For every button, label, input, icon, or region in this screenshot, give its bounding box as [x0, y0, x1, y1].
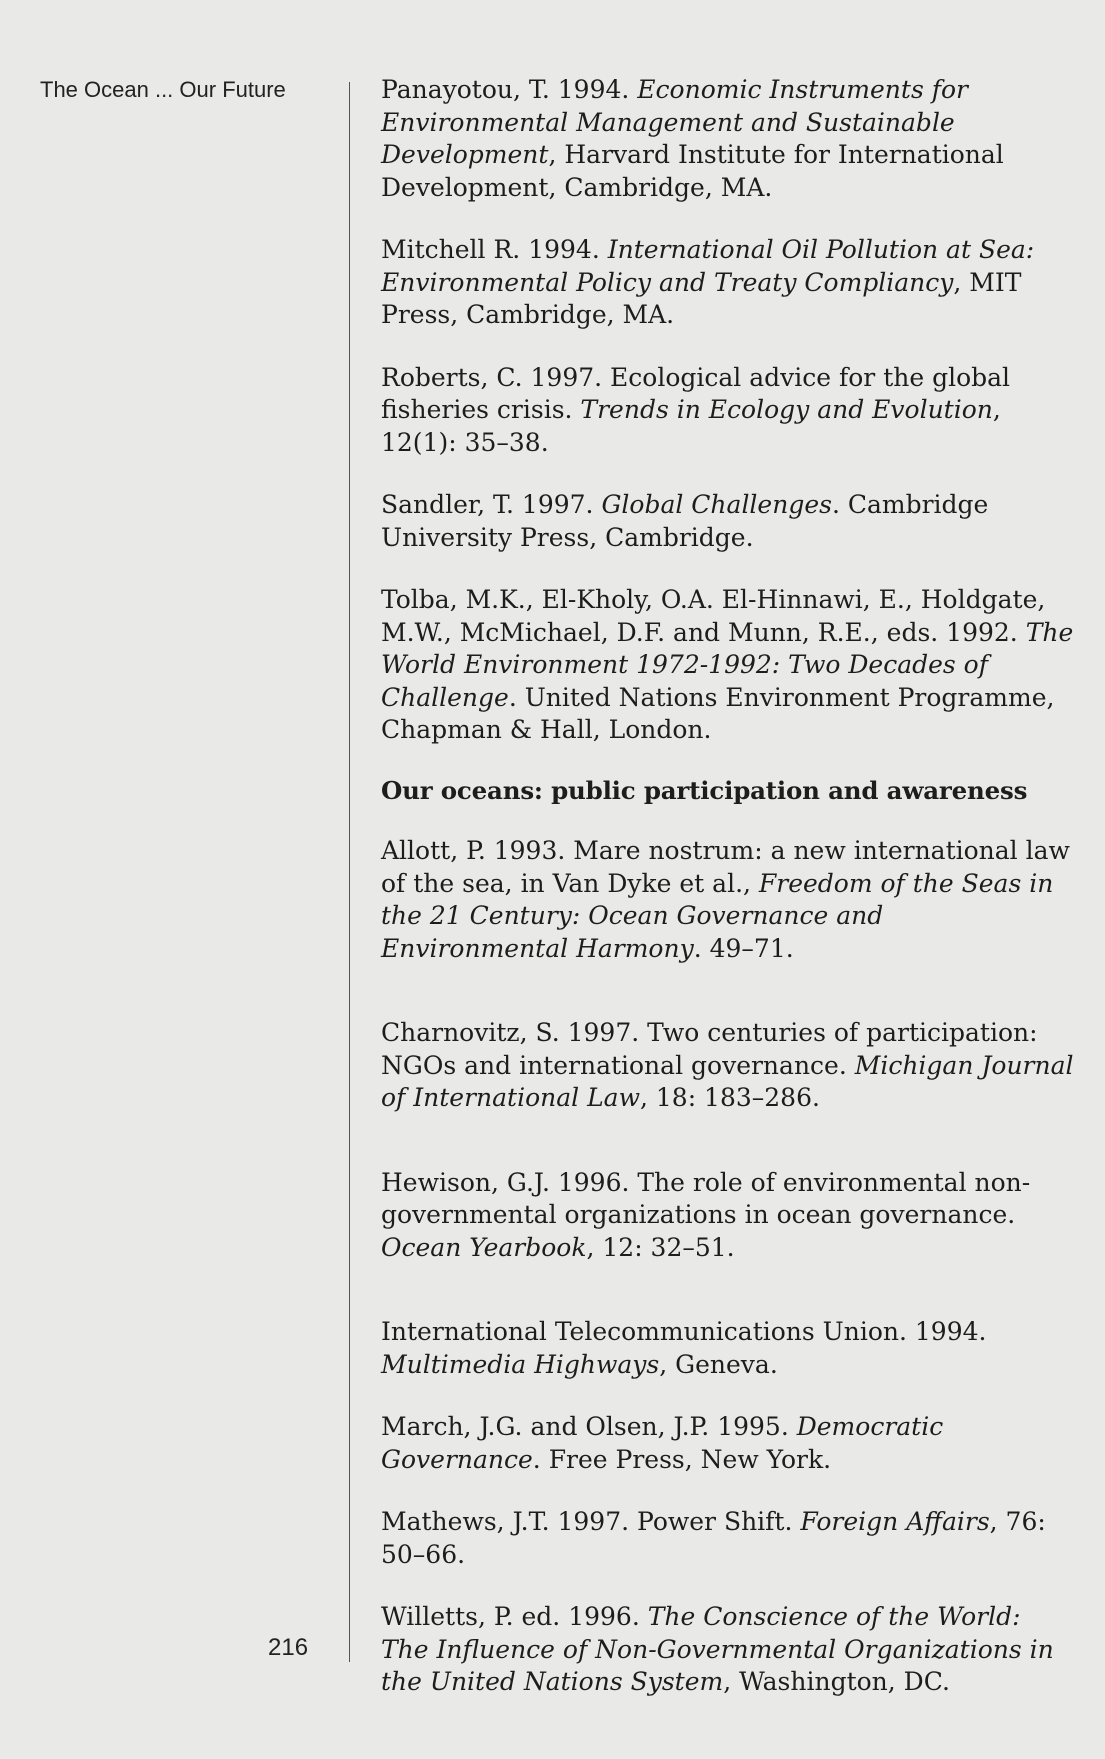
reference-entry: Charnovitz, S. 1997. Two centuries of participation: NGOs and international governance. Michigan Journal of International Law, 18: 183–286. [381, 1018, 1074, 1112]
page-number: 216 [268, 1634, 309, 1661]
reference-entry: Willetts, P. ed. 1996. The Conscience of the World: The Influence of Non-Governmental Organizations in the United Nations System, Washington, DC. [381, 1602, 1054, 1696]
reference-entry: Mathews, J.T. 1997. Power Shift. Foreign Affairs, 76: 50–66. [381, 1507, 1046, 1569]
reference-entry: Allott, P. 1993. Mare nostrum: a new international law of the sea, in Van Dyke et al., Freedom of the Seas in the 21 Century: Ocean Governance and Environmental Harmony. 49–71. [381, 836, 1070, 963]
reference-entry: Tolba, M.K., El-Kholy, O.A. El-Hinnawi, E., Holdgate, M.W., McMichael, D.F. and Munn, R.E., eds. 1992. The World Environment 1972-1992: Two Decades of Challenge. United Nations Environment Programme, Chapman & Hall, London. [381, 585, 1074, 744]
reference-list [381, 74, 1076, 1729]
reference-entry: Hewison, G.J. 1996. The role of environmental non-governmental organizations in ocean governance. Ocean Yearbook, 12: 32–51. [381, 1167, 1031, 1262]
running-head: The Ocean ... Our Future [40, 77, 286, 102]
reference-entry: Sandler, T. 1997. Global Challenges. Cambridge University Press, Cambridge. [381, 490, 989, 552]
reference-entry: Roberts, C. 1997. Ecological advice for the global fisheries crisis. Trends in Ecology and Evolution, 12(1): 35–38. [381, 362, 1011, 457]
section-heading: Our oceans: public participation and awareness [381, 775, 1028, 805]
reference-entry: International Telecommunications Union. 1994. Multimedia Highways, Geneva. [381, 1317, 987, 1379]
reference-entry: Mitchell R. 1994. International Oil Pollution at Sea: Environmental Policy and Treaty Compliancy, MIT Press, Cambridge, MA. [381, 235, 1035, 329]
column-divider [349, 82, 350, 1662]
reference-entry: March, J.G. and Olsen, J.P. 1995. Democratic Governance. Free Press, New York. [381, 1412, 944, 1474]
reference-entry: Panayotou, T. 1994. Economic Instruments for Environmental Management and Sustainable Development, Harvard Institute for International Development, Cambridge, MA. [381, 75, 1004, 202]
